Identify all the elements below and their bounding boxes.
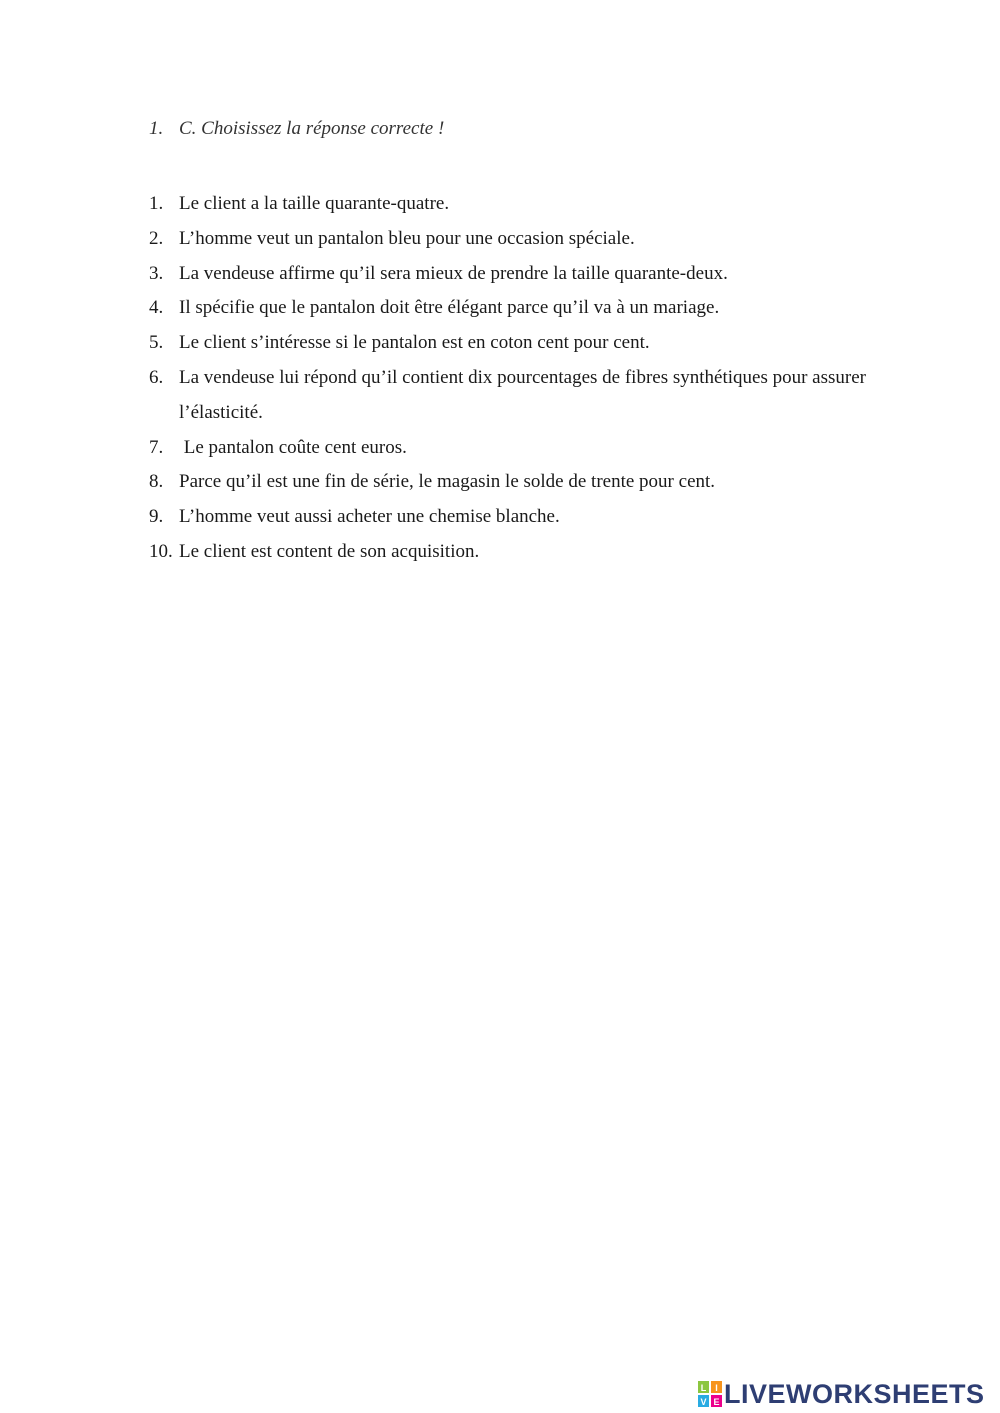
heading-number: 1.	[149, 118, 164, 139]
item-text: Le client s’intéresse si le pantalon est en coton cent pour cent.	[179, 332, 650, 354]
statement-list	[149, 187, 869, 570]
list-item	[149, 291, 869, 326]
list-item	[149, 326, 869, 361]
list-item	[149, 500, 869, 535]
svg-text:I: I	[715, 1383, 718, 1393]
item-number: 3.	[149, 262, 164, 284]
list-item	[149, 361, 869, 431]
item-number: 9.	[149, 506, 164, 528]
item-number: 4.	[149, 297, 164, 319]
item-text: La vendeuse lui répond qu’il contient dix pourcentages de fibres synthétiques pour assurer l’élasticité.	[179, 366, 866, 423]
item-text: L’homme veut un pantalon bleu pour une occasion spéciale.	[179, 227, 635, 249]
item-number: 1.	[149, 193, 164, 214]
item-text: Le pantalon coûte cent euros.	[179, 436, 407, 458]
exercise-heading	[149, 118, 444, 140]
item-text: Parce qu’il est une fin de série, le magasin le solde de trente pour cent.	[179, 471, 716, 493]
item-number: 8.	[149, 471, 164, 493]
item-number: 7.	[149, 436, 164, 458]
item-text: Il spécifie que le pantalon doit être élégant parce qu’il va à un mariage.	[179, 297, 720, 319]
item-number: 10.	[149, 540, 173, 562]
list-item	[149, 535, 869, 570]
heading-text: C. Choisissez la réponse correcte !	[179, 118, 445, 139]
list-item	[149, 257, 869, 292]
list-item	[149, 465, 869, 500]
svg-text:L: L	[700, 1383, 707, 1393]
item-number: 2.	[149, 227, 164, 249]
item-number: 5.	[149, 332, 164, 354]
svg-text:E: E	[713, 1397, 720, 1407]
list-item	[149, 431, 869, 466]
logo-text: LIVEWORKSHEETS	[724, 1379, 985, 1409]
list-item	[149, 187, 869, 222]
item-text: Le client est content de son acquisition.	[179, 540, 480, 562]
item-text: Le client a la taille quarante-quatre.	[179, 193, 450, 214]
list-item	[149, 222, 869, 257]
liveworksheets-logo	[698, 1378, 985, 1410]
item-number: 6.	[149, 366, 164, 388]
item-text: La vendeuse affirme qu’il sera mieux de prendre la taille quarante-deux.	[179, 262, 728, 284]
svg-text:V: V	[700, 1397, 707, 1407]
liveworksheets-logo-icon	[698, 1381, 722, 1407]
item-text: L’homme veut aussi acheter une chemise blanche.	[179, 506, 560, 528]
